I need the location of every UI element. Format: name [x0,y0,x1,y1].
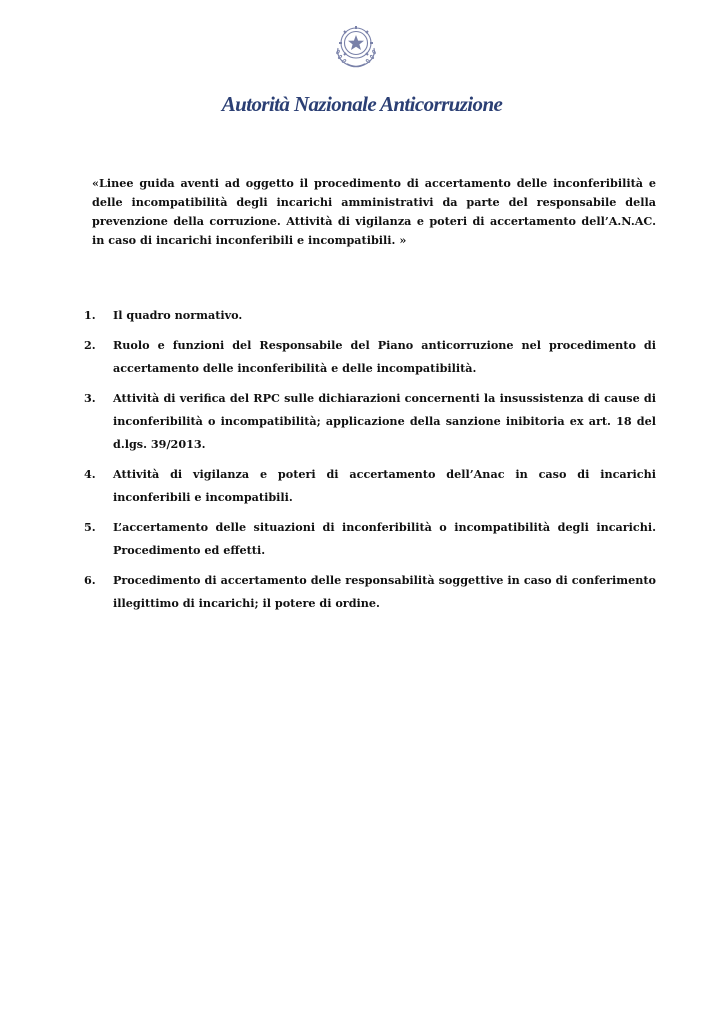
toc-item-text: Il quadro normativo. [113,308,243,322]
toc-item-text: L’accertamento delle situazioni di inconferibilità o incompatibilità degli incarichi. Procedimento ed effetti. [113,520,656,557]
toc-item [84,463,656,509]
table-of-contents [84,304,656,622]
toc-item-text: Ruolo e funzioni del Responsabile del Piano anticorruzione nel procedimento di accertamento delle inconferibilità e delle incompatibilità. [113,338,656,375]
toc-item-number: 1. [84,308,96,322]
toc-item-text: Attività di verifica del RPC sulle dichiarazioni concernenti la insussistenza di cause di inconferibilità o incompatibilità; applicazione della sanzione inibitoria ex art. 18 del d.lgs. 39/2013. [113,391,656,451]
toc-item [84,516,656,562]
toc-item-number: 3. [84,391,96,405]
toc-item [84,569,656,615]
toc-item [84,387,656,456]
toc-item-number: 6. [84,573,96,587]
toc-item-number: 5. [84,520,96,534]
authority-name: Autorità Nazionale Anticorruzione [221,92,503,116]
toc-item-number: 2. [84,338,96,352]
toc-item [84,334,656,380]
toc-item-number: 4. [84,467,96,481]
document-intro: «Linee guida aventi ad oggetto il procedimento di accertamento delle inconferibilità e delle incompatibilità degli incarichi amministrativi da parte del responsabile della prevenzione della corruzione. Attività di vigilanza e poteri di accertamento dell’A.N.AC. in caso di incarichi inconferibili e incompatibili. » [92,176,656,247]
italian-republic-emblem-icon [330,18,382,70]
toc-item-text: Procedimento di accertamento delle responsabilità soggettive in caso di conferimento illegittimo di incarichi; il potere di ordine. [113,573,656,610]
toc-item [84,304,656,327]
toc-item-text: Attività di vigilanza e poteri di accertamento dell’Anac in caso di incarichi inconferibili e incompatibili. [113,467,656,504]
